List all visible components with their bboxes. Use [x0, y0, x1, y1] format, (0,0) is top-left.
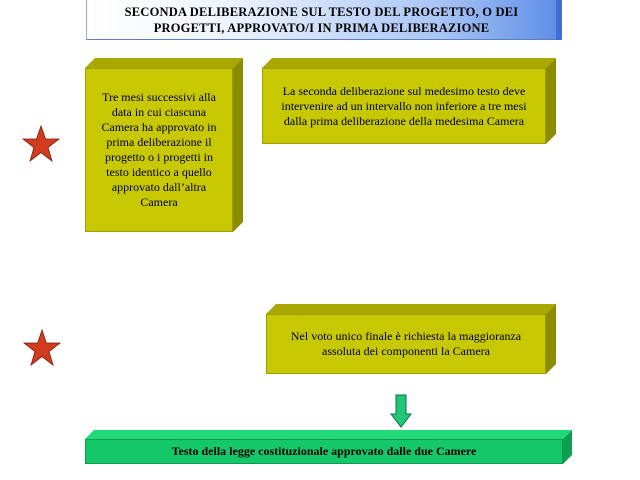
box-testo-approvato [85, 430, 572, 464]
page-title: SECONDA DELIBERAZIONE SUL TESTO DEL PROGETTO, O DEI PROGETTI, APPROVATO/I IN PRIMA DELIBERAZIONE [86, 0, 556, 40]
box-seconda-deliberazione-text: La seconda deliberazione sul medesimo testo deve intervenire ad un intervallo non inferiore a tre mesi dalla prima deliberazione della medesima Camera [262, 68, 546, 144]
box-seconda-deliberazione [262, 58, 556, 144]
box-voto-finale-text: Nel voto unico finale è richiesta la maggioranza assoluta dei componenti la Camera [266, 314, 546, 374]
box-testo-approvato-text: Testo della legge costituzionale approvato dalle due Camere [85, 439, 563, 464]
box-tre-mesi [85, 58, 243, 232]
star-icon [21, 124, 61, 164]
down-arrow-icon [390, 394, 412, 428]
box-voto-finale [266, 304, 556, 374]
box-tre-mesi-text: Tre mesi successivi alla data in cui ciascuna Camera ha approvato in prima deliberazione il progetto o i progetti in testo identico a quello approvato dall’altra Camera [85, 68, 233, 232]
star-icon [23, 328, 61, 368]
